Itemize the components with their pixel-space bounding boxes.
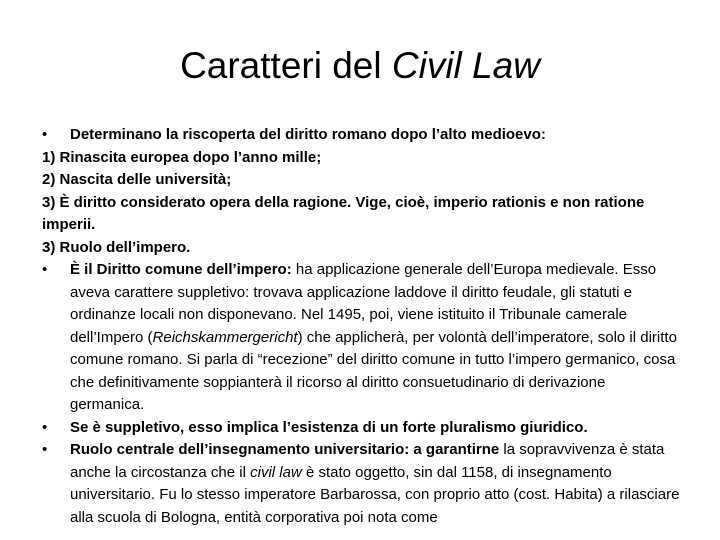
bullet-1-italic: Reichskammergericht — [152, 328, 298, 346]
bullet-diritto-comune — [42, 259, 682, 417]
title-italic: Civil Law — [391, 45, 540, 86]
bullet-3-bold: Ruolo centrale dell’insegnamento universitario: a garantirne — [70, 441, 500, 458]
slide-body — [42, 124, 682, 529]
intro-text: Determinano la riscoperta del diritto romano dopo l’alto medioevo: — [70, 126, 546, 143]
bullet-2-bold: Se è suppletivo, esso implica l’esistenza di un forte pluralismo giuridico. — [70, 418, 588, 436]
list-item-2: 2) Nascita delle università; — [42, 171, 232, 188]
bullet-1-bold: È il Diritto comune dell’impero: — [70, 261, 292, 278]
bullet-1-text-a: ha applicazione generale dell’Europa medievale. Esso aveva carattere suppletivo: trovava applicazione laddove il diritto feudale, gli statuti e ordinanze locali non disponevano. Nel 1495, poi, viene istituito il Tribunale camerale dell’Impero ( — [70, 261, 657, 346]
list-item-1: 1) Rinascita europea dopo l’anno mille; — [42, 148, 322, 166]
intro-bullet — [42, 124, 682, 147]
list-item-3b: 3) Ruolo dell’impero. — [42, 238, 191, 256]
bullet-icon: • — [42, 261, 48, 278]
bullet-icon: • — [42, 441, 48, 458]
slide-title — [0, 40, 720, 92]
bullet-3-text-a: la sopravvivenza è stata anche la circostanza che il — [70, 441, 665, 481]
bullet-3-text-b: è stato oggetto, sin dal 1158, di insegnamento universitario. Fu lo stesso imperatore Barbarossa, con proprio atto (cost. Habita) a rilasciare alla scuola di Bologna, entità corporativa poi nota come — [70, 463, 680, 526]
bullet-insegnamento — [42, 439, 682, 529]
bullet-1-text-b: ) che applicherà, per volontà dell’imperatore, solo il diritto comune romano. Si parla di “recezione” del diritto comune in tutto l’impero germanico, cosa che definitivamente soppianterà il ricorso al diritto consuetudinario di derivazione germanica. — [70, 328, 677, 413]
list-item-3a: 3) È diritto considerato opera della ragione. Vige, cioè, imperio rationis e non ratione imperii. — [42, 193, 645, 233]
bullet-icon: • — [42, 126, 48, 143]
title-text: Caratteri del — [180, 45, 392, 86]
bullet-pluralismo — [42, 417, 682, 440]
bullet-3-italic: civil law — [250, 463, 302, 481]
bullet-icon: • — [42, 418, 48, 436]
